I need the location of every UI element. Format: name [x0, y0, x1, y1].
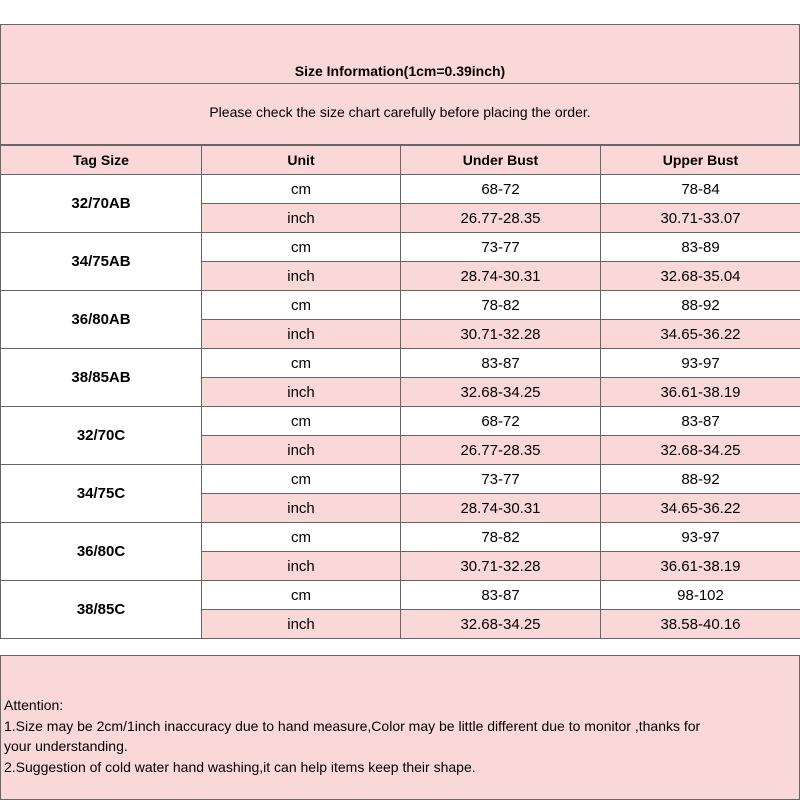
size-table-body — [1, 175, 800, 639]
unit-cell: cm — [202, 175, 401, 204]
under-bust-cell: 68-72 — [401, 175, 601, 204]
header-tag-size: Tag Size — [1, 146, 202, 175]
table-row — [1, 175, 800, 204]
size-chart-sheet — [0, 24, 800, 800]
size-chart-title: Size Information(1cm=0.39inch) — [294, 63, 506, 79]
unit-cell: cm — [202, 465, 401, 494]
attention-line-1a: 1.Size may be 2cm/1inch inaccuracy due to hand measure,Color may be little different due to monitor ,thanks for — [4, 718, 701, 734]
unit-cell: inch — [202, 378, 401, 407]
unit-cell: inch — [202, 494, 401, 523]
tag-size-cell: 34/75C — [1, 465, 202, 523]
upper-bust-cell: 34.65-36.22 — [601, 494, 800, 523]
under-bust-cell: 78-82 — [401, 523, 601, 552]
under-bust-cell: 32.68-34.25 — [401, 610, 601, 639]
upper-bust-cell: 34.65-36.22 — [601, 320, 800, 349]
upper-bust-cell: 88-92 — [601, 291, 800, 320]
upper-bust-cell: 93-97 — [601, 349, 800, 378]
order-notice: Please check the size chart carefully before placing the order. — [209, 104, 591, 120]
under-bust-cell: 83-87 — [401, 349, 601, 378]
attention-line-2: 2.Suggestion of cold water hand washing,it can help items keep their shape. — [4, 759, 476, 775]
tag-size-cell: 36/80AB — [1, 291, 202, 349]
notice-row — [0, 84, 800, 145]
tag-size-cell: 34/75AB — [1, 233, 202, 291]
attention-box — [0, 655, 800, 800]
under-bust-cell: 78-82 — [401, 291, 601, 320]
unit-cell: cm — [202, 291, 401, 320]
upper-bust-cell: 83-89 — [601, 233, 800, 262]
unit-cell: cm — [202, 233, 401, 262]
under-bust-cell: 83-87 — [401, 581, 601, 610]
under-bust-cell: 26.77-28.35 — [401, 204, 601, 233]
under-bust-cell: 30.71-32.28 — [401, 320, 601, 349]
size-table — [0, 145, 800, 639]
table-row — [1, 349, 800, 378]
under-bust-cell: 73-77 — [401, 465, 601, 494]
table-row — [1, 233, 800, 262]
under-bust-cell: 68-72 — [401, 407, 601, 436]
attention-line-1b: your understanding. — [4, 738, 128, 754]
title-row — [0, 24, 800, 84]
under-bust-cell: 26.77-28.35 — [401, 436, 601, 465]
unit-cell: cm — [202, 349, 401, 378]
unit-cell: cm — [202, 407, 401, 436]
upper-bust-cell: 30.71-33.07 — [601, 204, 800, 233]
upper-bust-cell: 78-84 — [601, 175, 800, 204]
header-under-bust: Under Bust — [401, 146, 601, 175]
tag-size-cell: 38/85C — [1, 581, 202, 639]
table-row — [1, 523, 800, 552]
under-bust-cell: 30.71-32.28 — [401, 552, 601, 581]
upper-bust-cell: 36.61-38.19 — [601, 552, 800, 581]
under-bust-cell: 28.74-30.31 — [401, 494, 601, 523]
unit-cell: inch — [202, 610, 401, 639]
upper-bust-cell: 32.68-34.25 — [601, 436, 800, 465]
under-bust-cell: 28.74-30.31 — [401, 262, 601, 291]
upper-bust-cell: 38.58-40.16 — [601, 610, 800, 639]
header-unit: Unit — [202, 146, 401, 175]
unit-cell: inch — [202, 320, 401, 349]
table-row — [1, 291, 800, 320]
upper-bust-cell: 98-102 — [601, 581, 800, 610]
under-bust-cell: 32.68-34.25 — [401, 378, 601, 407]
unit-cell: inch — [202, 204, 401, 233]
unit-cell: inch — [202, 262, 401, 291]
upper-bust-cell: 88-92 — [601, 465, 800, 494]
tag-size-cell: 32/70C — [1, 407, 202, 465]
tag-size-cell: 32/70AB — [1, 175, 202, 233]
unit-cell: cm — [202, 581, 401, 610]
tag-size-cell: 38/85AB — [1, 349, 202, 407]
unit-cell: cm — [202, 523, 401, 552]
unit-cell: inch — [202, 436, 401, 465]
upper-bust-cell: 83-87 — [601, 407, 800, 436]
under-bust-cell: 73-77 — [401, 233, 601, 262]
upper-bust-cell: 93-97 — [601, 523, 800, 552]
table-row — [1, 407, 800, 436]
header-upper-bust: Upper Bust — [601, 146, 800, 175]
attention-heading: Attention: — [4, 697, 64, 713]
table-row — [1, 581, 800, 610]
upper-bust-cell: 36.61-38.19 — [601, 378, 800, 407]
table-header-row — [1, 146, 800, 175]
unit-cell: inch — [202, 552, 401, 581]
upper-bust-cell: 32.68-35.04 — [601, 262, 800, 291]
tag-size-cell: 36/80C — [1, 523, 202, 581]
table-row — [1, 465, 800, 494]
